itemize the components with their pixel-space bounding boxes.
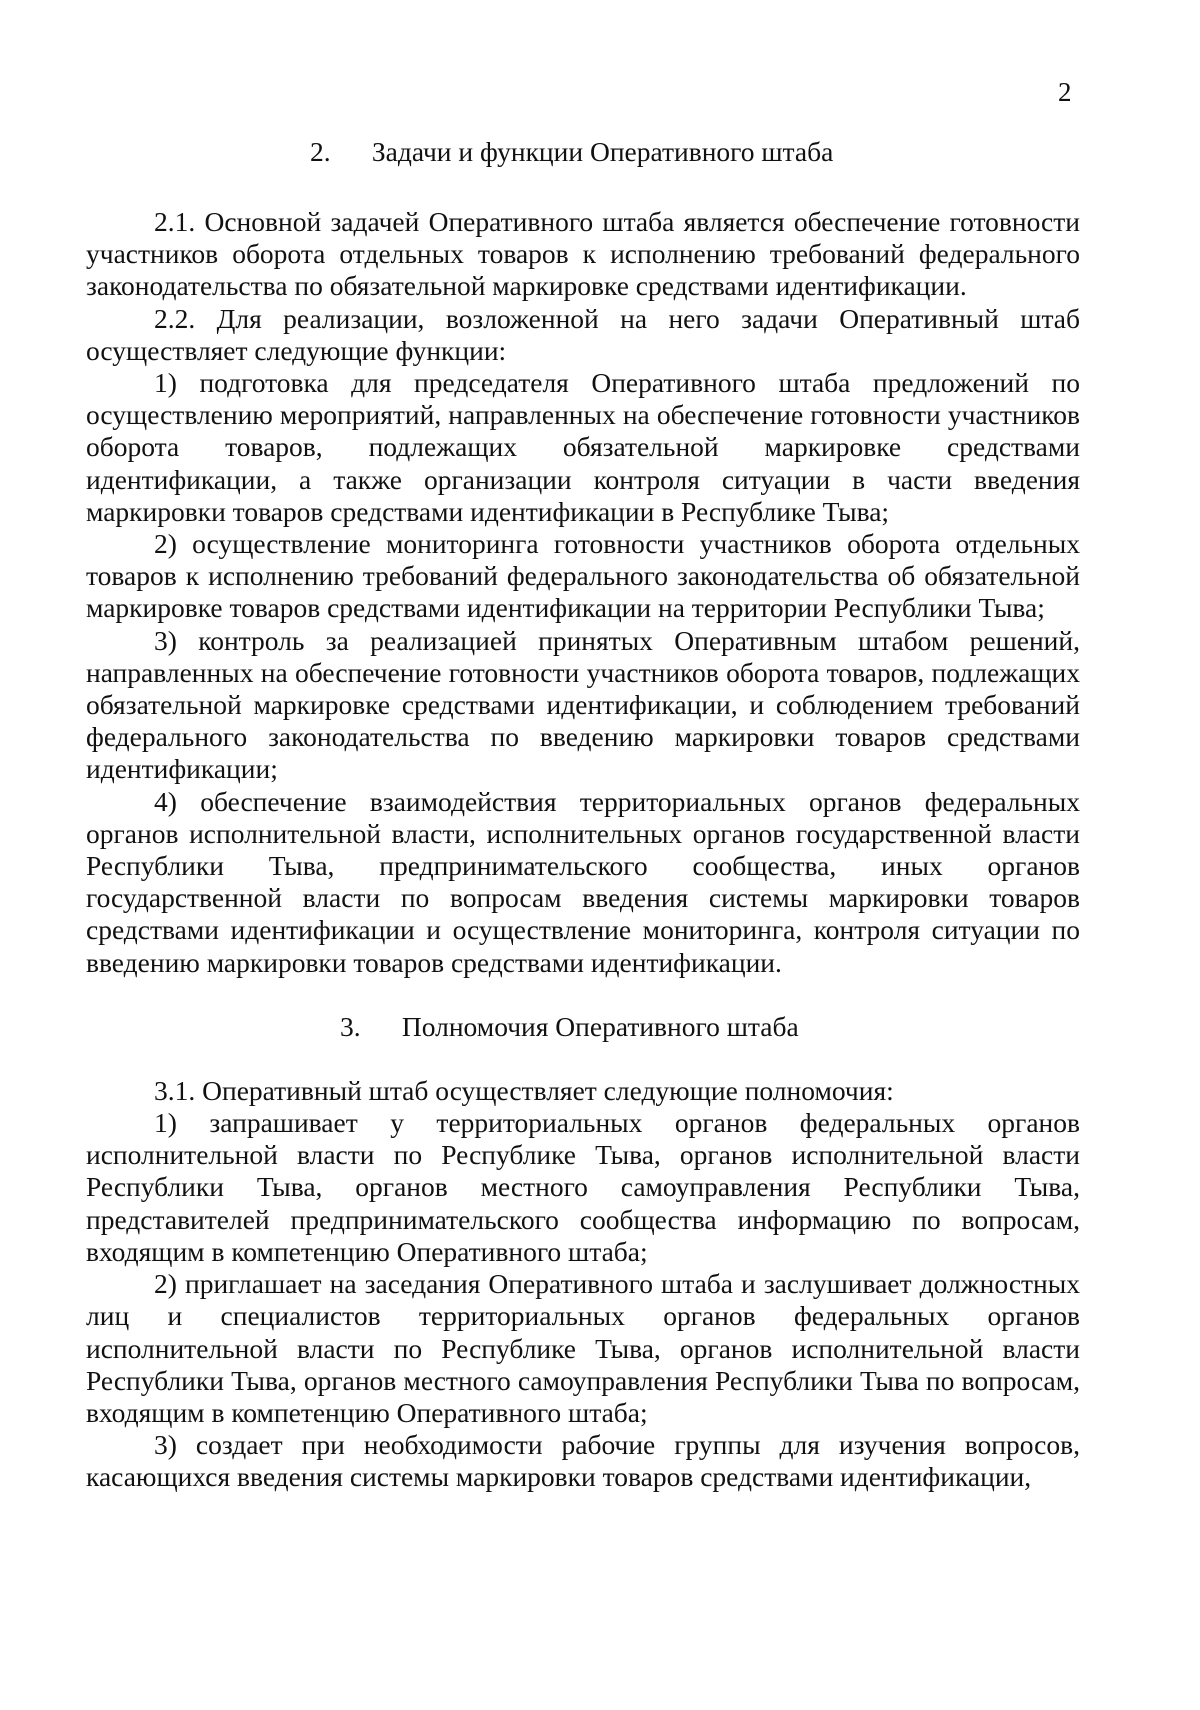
section-3-heading: 3. Полномочия Оперативного штаба <box>340 1010 799 1042</box>
section-3-power-1: 1) запрашивает у территориальных органов федеральных органов исполнительной власти по Республике Тыва, органов исполнительной власти Республики Тыва, органов местного самоуправления Республики Тыва, представителей предпринимательского сообщества информацию по вопросам, входящим в компетенцию Оперативного штаба; <box>86 1107 1080 1267</box>
section-2-paragraph-2-1: 2.1. Основной задачей Оперативного штаба является обеспечение готовности участников оборота отдельных товаров к исполнению требований федерального законодательства по обязательной маркировке средствами идентификации. <box>86 206 1080 302</box>
page-number: 2 <box>1058 77 1072 107</box>
section-2-function-1: 1) подготовка для председателя Оперативного штаба предложений по осуществлению мероприятий, направленных на обеспечение готовности участников оборота товаров, подлежащих обязательной маркировке средствами идентификации, а также организации контроля ситуации в части введения маркировки товаров средствами идентификации в Республике Тыва; <box>86 367 1080 527</box>
document-body <box>86 136 1080 1494</box>
section-3-power-2: 2) приглашает на заседания Оперативного штаба и заслушивает должностных лиц и специалистов территориальных органов федеральных органов исполнительной власти по Республике Тыва, органов исполнительной власти Республики Тыва, органов местного самоуправления Республики Тыва по вопросам, входящим в компетенцию Оперативного штаба; <box>86 1268 1080 1428</box>
section-2-function-2: 2) осуществление мониторинга готовности участников оборота отдельных товаров к исполнению требований федерального законодательства об обязательной маркировке товаров средствами идентификации на территории Республики Тыва; <box>86 528 1080 624</box>
section-3-paragraph-3-1: 3.1. Оперативный штаб осуществляет следующие полномочия: <box>154 1074 894 1106</box>
section-2-heading: 2. Задачи и функции Оперативного штаба <box>310 136 834 167</box>
section-2-function-4: 4) обеспечение взаимодействия территориальных органов федеральных органов исполнительной власти, исполнительных органов государственной власти Республики Тыва, предпринимательского сообщества, иных органов государственной власти по вопросам введения системы маркировки товаров средствами идентификации и осуществление мониторинга, контроля ситуации по введению маркировки товаров средствами идентификации. <box>86 785 1080 978</box>
section-2-function-3: 3) контроль за реализацией принятых Оперативным штабом решений, направленных на обеспечение готовности участников оборота товаров, подлежащих обязательной маркировке средствами идентификации, и соблюдением требований федерального законодательства по введению маркировки товаров средствами идентификации; <box>86 624 1080 785</box>
section-2-paragraph-2-2: 2.2. Для реализации, возложенной на него задачи Оперативный штаб осуществляет следующие функции: <box>86 302 1080 366</box>
section-3-power-3: 3) создает при необходимости рабочие группы для изучения вопросов, касающихся введения системы маркировки товаров средствами идентификации, <box>86 1429 1080 1493</box>
